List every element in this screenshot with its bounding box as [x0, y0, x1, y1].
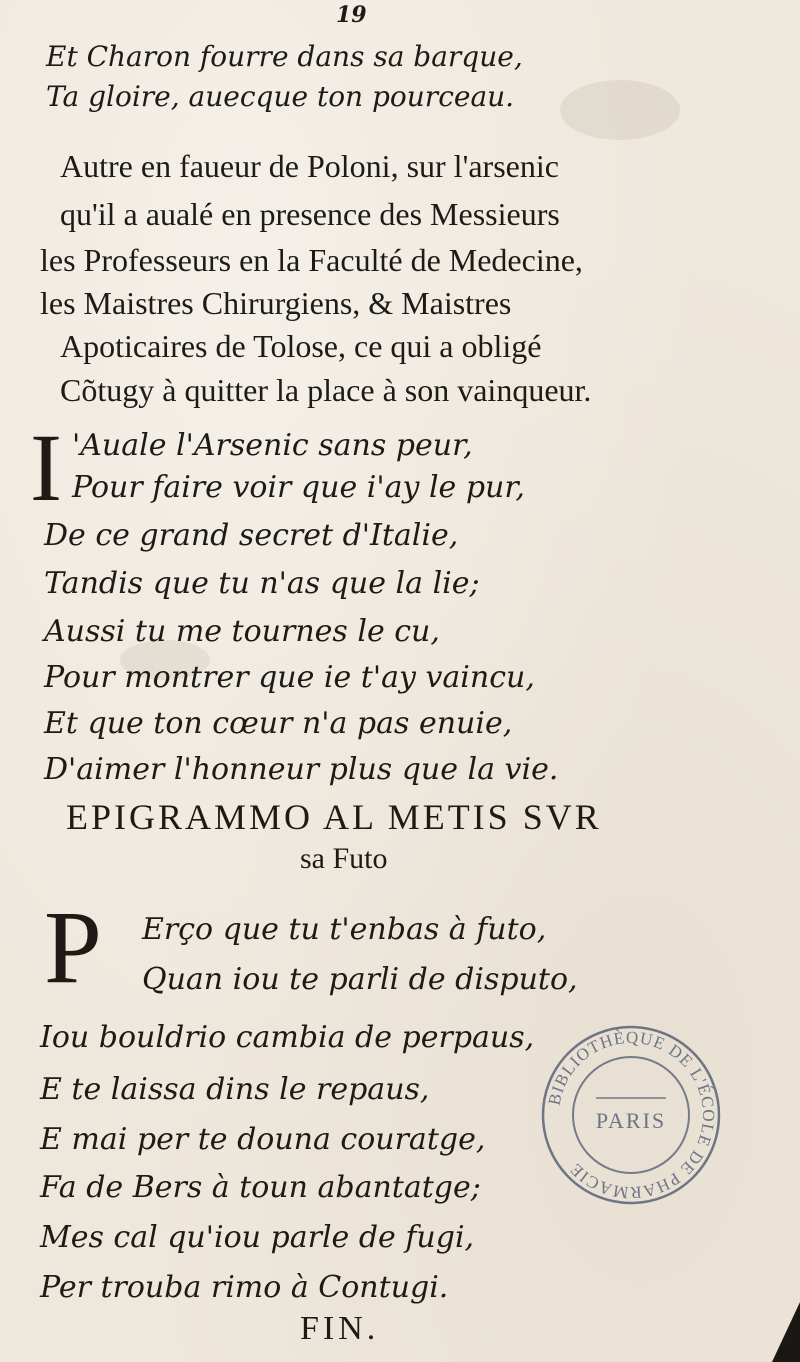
- verse-line: 'Auale l'Arsenic sans peur,: [72, 428, 473, 463]
- verse-line: Pour montrer que ie t'ay vaincu,: [44, 660, 535, 695]
- page-corner-shadow: [772, 1302, 800, 1362]
- paper-stain: [560, 80, 680, 140]
- verse-line: Et que ton cœur n'a pas enuie,: [44, 706, 513, 741]
- verse-line: Tandis que tu n'as que la lie;: [44, 566, 480, 601]
- top-verse-line: Et Charon fourre dans sa barque,: [46, 40, 523, 73]
- stamp-seal-icon: [536, 1020, 726, 1210]
- library-stamp: [536, 1020, 726, 1210]
- stamp-outer-text: BIBLIOTHÈQUE DE L'ÉCOLE DE PHARMACIE: [544, 1027, 719, 1203]
- verse-line: De ce grand secret d'Italie,: [44, 518, 459, 553]
- section-heading: EPIGRAMMO AL METIS SVR: [66, 797, 602, 837]
- epigram-line: Iou bouldrio cambia de perpaus,: [40, 1020, 535, 1055]
- verse-line: Aussi tu me tournes le cu,: [44, 614, 440, 649]
- prose-line: Cõtugy à quitter la place à son vainqueur.: [60, 372, 592, 408]
- fin-mark: FIN.: [300, 1310, 380, 1347]
- prose-line: qu'il a aualé en presence des Messieurs: [60, 196, 560, 232]
- verse-line: Pour faire voir que i'ay le pur,: [72, 470, 525, 505]
- epigram-line: Erço que tu t'enbas à futo,: [142, 912, 547, 947]
- epigram-line: Per trouba rimo à Contugi.: [40, 1270, 449, 1305]
- prose-line: Apoticaires de Tolose, ce qui a obligé: [60, 328, 542, 364]
- stamp-center-text: PARIS: [595, 1108, 667, 1133]
- drop-cap-initial: I: [30, 414, 62, 521]
- prose-line: les Professeurs en la Faculté de Medecine,: [40, 242, 583, 278]
- prose-line: les Maistres Chirurgiens, & Maistres: [40, 285, 512, 321]
- page-number: 19: [336, 2, 367, 28]
- drop-cap-initial: P: [44, 890, 102, 1005]
- epigram-line: E te laissa dins le repaus,: [40, 1072, 430, 1107]
- epigram-line: Quan iou te parli de disputo,: [142, 962, 578, 997]
- top-verse-line: Ta gloire, auecque ton pourceau.: [46, 80, 515, 113]
- epigram-line: Mes cal qu'iou parle de fugi,: [40, 1220, 475, 1255]
- verse-line: D'aimer l'honneur plus que la vie.: [44, 752, 559, 787]
- epigram-line: Fa de Bers à toun abantatge;: [40, 1170, 481, 1205]
- epigram-line: E mai per te douna couratge,: [40, 1122, 486, 1157]
- prose-line: Autre en faueur de Poloni, sur l'arsenic: [60, 148, 559, 184]
- section-subheading: sa Futo: [300, 842, 388, 875]
